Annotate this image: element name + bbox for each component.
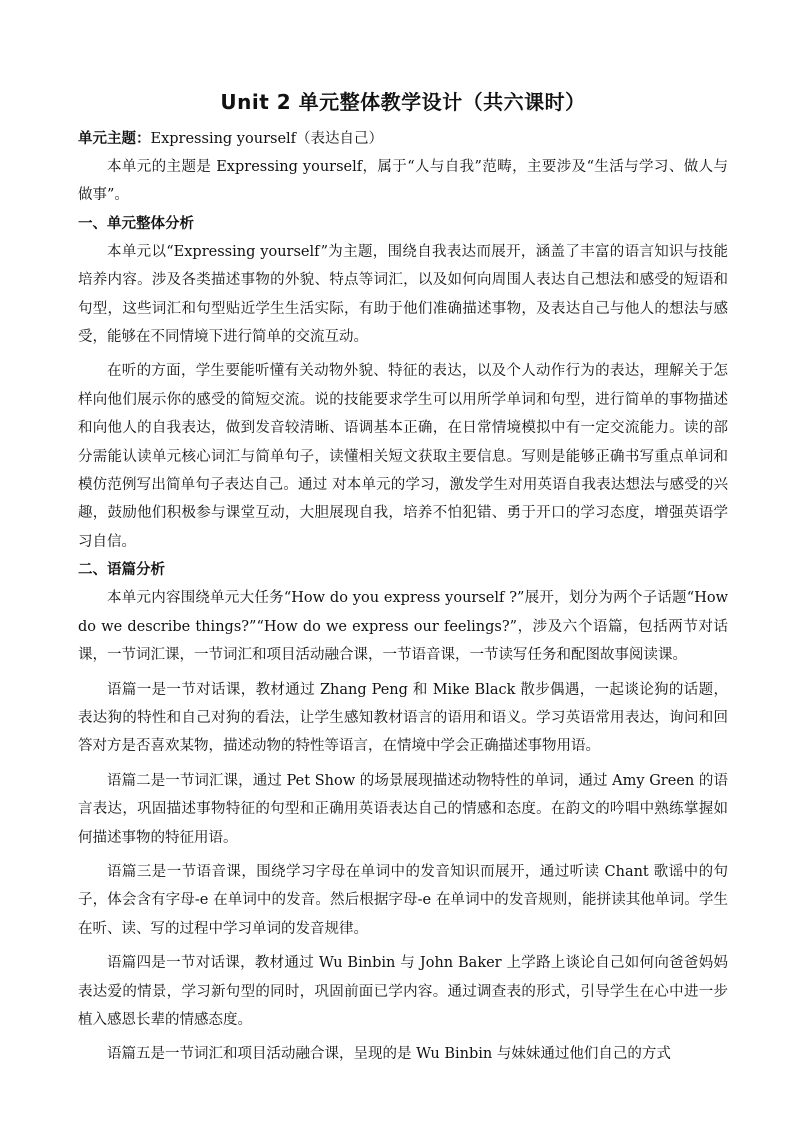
discourse-paragraph: 语篇二是一节词汇课，通过 Pet Show 的场景展现描述动物特性的单词，通过 Amy Green 的语言表达，巩固描述事物特征的句型和正确用英语表达自己的情感和态度。在韵文的吟唱中熟练掌握如何描述事物的特征用语。 [78,772,728,846]
discourse-paragraph: 语篇一是一节对话课，教材通过 Zhang Peng 和 Mike Black 散步偶遇，一起谈论狗的话题，表达狗的特性和自己对狗的看法，让学生感知教材语言的语用和语义。学习英语常用表达，询问和回答对方是否喜欢某物，描述动物的特性等语言，在情境中学会正确描述事物用语。 [78,681,728,755]
discourse-paragraph: 语篇三是一节语音课，围绕学习字母在单词中的发音知识而展开，通过听读 Chant 歌谣中的句子，体会含有字母-e 在单词中的发音。然后根据字母-e 在单词中的发音规则，能拼读其他单词。学生在听、读、写的过程中学习单词的发音规律。 [78,863,728,937]
unit-analysis-paragraph: 本单元以“Expressing yourself”为主题，围绕自我表达而展开，涵盖了丰富的语言知识与技能培养内容。涉及各类描述事物的外貌、特点等词汇，以及如何向周围人表达自己想法和感受的短语和句型，这些词汇和句型贴近学生生活实际，有助于他们准确描述事物，及表达自己与他人的想法与感受，能够在不同情境下进行简单的交流互动。 [78,243,728,346]
document-title: Unit 2 单元整体教学设计（共六课时） [220,90,586,114]
unit-theme-line [78,125,728,153]
discourse-paragraph: 语篇四是一节对话课，教材通过 Wu Binbin 与 John Baker 上学路上谈论自己如何向爸爸妈妈表达爱的情景，学习新句型的同时，巩固前面已学内容。通过调查表的形式，引导学生在心中进一步植入感恩长辈的情感态度。 [78,955,728,1028]
unit-analysis-paragraph: 在听的方面，学生要能听懂有关动物外貌、特征的表达，以及个人动作行为的表达，理解关于怎样向他们展示你的感受的简短交流。说的技能要求学生可以用所学单词和句型，进行简单的事物描述和向他人的自我表达，做到发音较清晰、语调基本正确，在日常情境模拟中有一定交流能力。读的部分需能认读单元核心词汇与简单句子，读懂相关短文获取主要信息。写则是能够正确书写重点单词和模仿范例写出简单句子表达自己。通过 对本单元的学习，激发学生对用英语自我表达想法与感受的兴趣，鼓励他们积极参与课堂互动，大胆展现自我，培养不怕犯错、勇于开口的学习态度，增强英语学习自信。 [78,363,728,550]
intro-paragraph: 本单元的主题是 Expressing yourself，属于“人与自我”范畴，主要涉及“生活与学习、做人与做事”。 [78,159,728,204]
unit-theme-label: 单元主题： [78,131,151,147]
section-heading-discourse-analysis: 二、语篇分析 [78,562,165,579]
discourse-paragraph: 语篇五是一节词汇和项目活动融合课，呈现的是 Wu Binbin 与妹妹通过他们自己的方式 [107,1046,671,1063]
discourse-paragraph: 本单元内容围绕单元大任务“How do you express yourself ?”展开，划分为两个子话题“How do we describe things?”“How do we express our feelings?”，涉及六个语篇，包括两节对话课，一节词汇课，一节词汇和项目活动融合课，一节语音课，一节读写任务和配图故事阅读课。 [78,590,728,664]
section-heading-unit-analysis: 一、单元整体分析 [78,215,194,232]
unit-theme-value: Expressing yourself（表达自己） [150,131,384,147]
document-page [78,86,728,1069]
